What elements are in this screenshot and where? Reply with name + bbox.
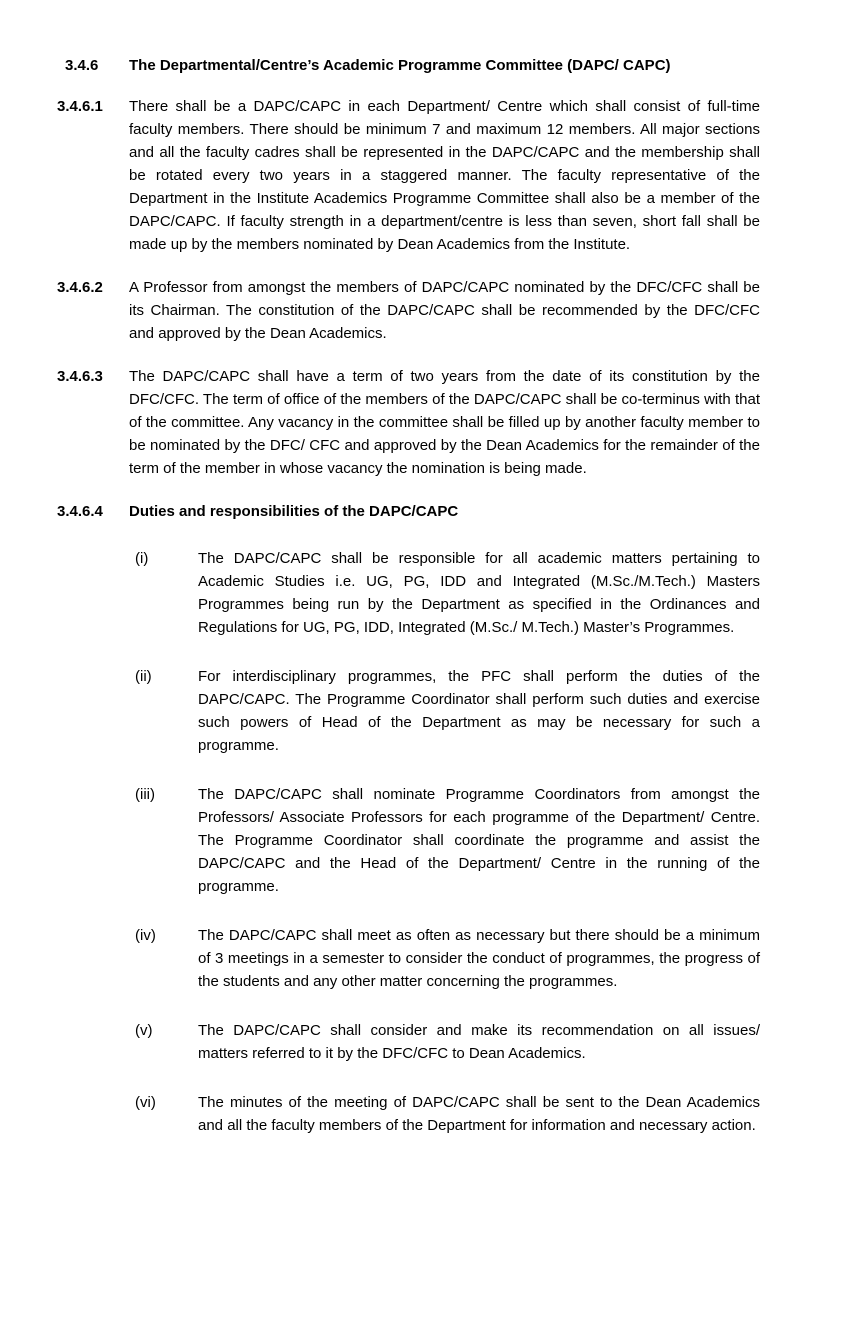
paragraph-number: 3.4.6.3 [57, 368, 103, 385]
section-heading-title: The Departmental/Centre’s Academic Programme Committee (DAPC/ CAPC) [129, 57, 671, 74]
list-item-marker: (ii) [135, 668, 152, 685]
list-item-v [129, 1019, 760, 1065]
paragraph-3462 [57, 276, 760, 345]
subsection-heading-title: Duties and responsibilities of the DAPC/CAPC [129, 503, 459, 520]
list-item-vi [129, 1091, 760, 1137]
list-item-marker: (iii) [135, 786, 155, 803]
section-heading [57, 54, 760, 77]
paragraph-number: 3.4.6.1 [57, 98, 103, 115]
paragraph-text: A Professor from amongst the members of DAPC/CAPC nominated by the DFC/CFC shall be its Chairman. The constitution of the DAPC/CAPC shall be recommended by the DFC/CFC and approved by the Dean Academics. [129, 279, 760, 342]
list-item-text: The DAPC/CAPC shall consider and make its recommendation on all issues/ matters referred to it by the DFC/CFC to Dean Academics. [198, 1022, 760, 1062]
list-item-marker: (i) [135, 550, 149, 567]
list-item-text: For interdisciplinary programmes, the PFC shall perform the duties of the DAPC/CAPC. The Programme Coordinator shall perform such duties and exercise such powers of Head of the Department as may be necessary for such a programme. [198, 668, 760, 754]
list-item-text: The DAPC/CAPC shall be responsible for all academic matters pertaining to Academic Studies i.e. UG, PG, IDD and Integrated (M.Sc./M.Tech.) Masters Programmes being run by the Department as specified in the Ordinances and Regulations for UG, PG, IDD, Integrated (M.Sc./ M.Tech.) Master’s Programmes. [198, 550, 760, 636]
list-item-iii [129, 783, 760, 898]
list-item-text: The DAPC/CAPC shall meet as often as necessary but there should be a minimum of 3 meetings in a semester to consider the conduct of programmes, the progress of the students and any other matter concerning the programmes. [198, 927, 760, 990]
section-heading-number: 3.4.6 [65, 57, 99, 74]
list-item-ii [129, 665, 760, 757]
list-item-iv [129, 924, 760, 993]
paragraph-3461 [57, 95, 760, 256]
paragraph-number: 3.4.6.2 [57, 279, 103, 296]
list-item-marker: (v) [135, 1022, 153, 1039]
list-item-marker: (iv) [135, 927, 156, 944]
subsection-heading [57, 500, 760, 523]
list-item-text: The DAPC/CAPC shall nominate Programme Coordinators from amongst the Professors/ Associate Professors for each programme of the Department/ Centre. The Programme Coordinator shall coordinate the programme and assist the DAPC/CAPC and the Head of the Department/ Centre in the running of the programme. [198, 786, 760, 895]
paragraph-text: There shall be a DAPC/CAPC in each Department/ Centre which shall consist of full-time faculty members. There should be minimum 7 and maximum 12 members. All major sections and all the faculty cadres shall be represented in the DAPC/CAPC and the membership shall be rotated every two years in a staggered manner. The faculty representative of the Department in the Institute Academics Programme Committee shall also be a member of the DAPC/CAPC. If faculty strength in a department/centre is less than seven, short fall shall be made up by the members nominated by Dean Academics from the Institute. [129, 98, 760, 253]
duties-list [129, 547, 760, 1137]
list-item-i [129, 547, 760, 639]
subsection-heading-number: 3.4.6.4 [57, 503, 103, 520]
list-item-marker: (vi) [135, 1094, 156, 1111]
paragraph-text: The DAPC/CAPC shall have a term of two years from the date of its constitution by the DFC/CFC. The term of office of the members of the DAPC/CAPC shall be co-terminus with that of the committee. Any vacancy in the committee shall be filled up by another faculty member to be nominated by the DFC/ CFC and approved by the Dean Academics for the remainder of the term of the member in whose vacancy the nomination is being made. [129, 368, 760, 477]
list-item-text: The minutes of the meeting of DAPC/CAPC shall be sent to the Dean Academics and all the faculty members of the Department for information and necessary action. [198, 1094, 760, 1134]
paragraph-3463 [57, 365, 760, 480]
